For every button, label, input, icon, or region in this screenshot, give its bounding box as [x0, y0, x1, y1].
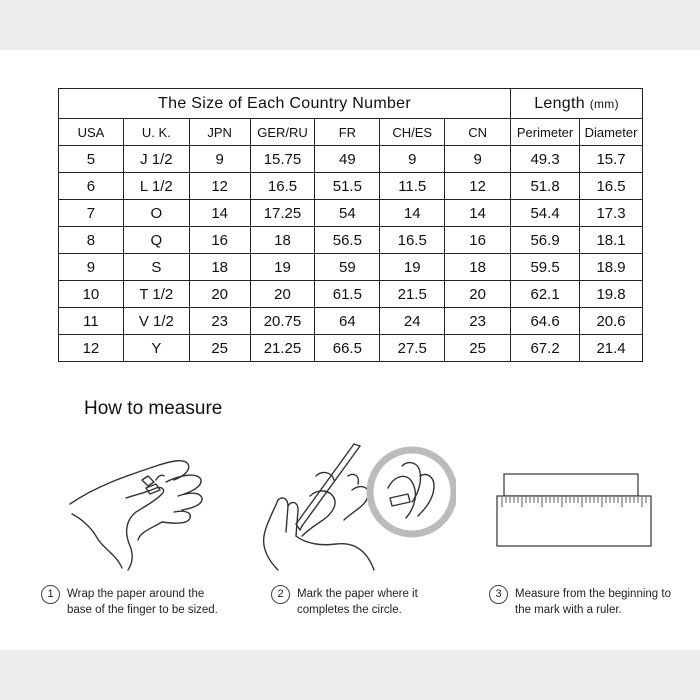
step-number: 3 — [489, 585, 508, 604]
table-cell: V 1/2 — [123, 308, 189, 335]
table-cell: 14 — [445, 200, 511, 227]
table-cell: 11.5 — [380, 173, 445, 200]
table-cell: 56.9 — [511, 227, 580, 254]
table-cell: 19 — [380, 254, 445, 281]
step-3 — [489, 586, 671, 618]
table-cell: 18 — [445, 254, 511, 281]
table-body — [59, 146, 643, 362]
table-cell: 18 — [189, 254, 250, 281]
step-text-line1: Mark the paper where it — [297, 588, 418, 600]
table-cell: 67.2 — [511, 335, 580, 362]
table-cell: 16.5 — [580, 173, 643, 200]
table-cell: 5 — [59, 146, 124, 173]
table-cell: 17.3 — [580, 200, 643, 227]
table-cell: 25 — [445, 335, 511, 362]
how-to-measure-title: How to measure — [84, 398, 223, 419]
column-header: CN — [445, 119, 511, 146]
ruler-illustration — [494, 470, 654, 550]
step-2 — [271, 586, 418, 618]
table-cell: 20 — [445, 281, 511, 308]
table-cell: 25 — [189, 335, 250, 362]
table-cell: 18.1 — [580, 227, 643, 254]
table-cell: 16.5 — [250, 173, 315, 200]
table-cell: 12 — [445, 173, 511, 200]
step-text-line2: completes the circle. — [297, 604, 402, 616]
table-cell: 6 — [59, 173, 124, 200]
table-cell: 21.25 — [250, 335, 315, 362]
step-number: 1 — [41, 585, 60, 604]
ring-size-table — [58, 88, 643, 362]
top-band — [0, 0, 700, 50]
table-cell: 17.25 — [250, 200, 315, 227]
step-text-line1: Measure from the beginning to — [515, 588, 671, 600]
table-cell: 15.75 — [250, 146, 315, 173]
table-cell: 9 — [380, 146, 445, 173]
table-cell: 18 — [250, 227, 315, 254]
table-cell: 49.3 — [511, 146, 580, 173]
table-cell: L 1/2 — [123, 173, 189, 200]
hand-mark-illustration — [256, 436, 456, 576]
hand-wrap-illustration — [66, 436, 216, 576]
table-cell: J 1/2 — [123, 146, 189, 173]
table-cell: Q — [123, 227, 189, 254]
table-row — [59, 254, 643, 281]
column-header: FR — [315, 119, 380, 146]
table-cell: 16.5 — [380, 227, 445, 254]
bottom-band — [0, 650, 700, 700]
column-header: Perimeter — [511, 119, 580, 146]
table-cell: 20.6 — [580, 308, 643, 335]
table-cell: 19.8 — [580, 281, 643, 308]
table-cell: 54 — [315, 200, 380, 227]
table-cell: 18.9 — [580, 254, 643, 281]
table-column-header — [59, 119, 643, 146]
column-header: JPN — [189, 119, 250, 146]
table-cell: 9 — [59, 254, 124, 281]
table-row — [59, 335, 643, 362]
table-group-header — [59, 89, 643, 119]
table-cell: 21.4 — [580, 335, 643, 362]
table-row — [59, 227, 643, 254]
table-cell: 8 — [59, 227, 124, 254]
column-header: CH/ES — [380, 119, 445, 146]
column-header: USA — [59, 119, 124, 146]
country-number-title: The Size of Each Country Number — [59, 89, 511, 119]
table-cell: 27.5 — [380, 335, 445, 362]
table-cell: 14 — [380, 200, 445, 227]
table-cell: 23 — [189, 308, 250, 335]
table-cell: 56.5 — [315, 227, 380, 254]
table-cell: 51.5 — [315, 173, 380, 200]
table-cell: 51.8 — [511, 173, 580, 200]
table-cell: 62.1 — [511, 281, 580, 308]
column-header: GER/RU — [250, 119, 315, 146]
column-header: U. K. — [123, 119, 189, 146]
step-text-line1: Wrap the paper around the — [67, 588, 205, 600]
step-1 — [41, 586, 218, 618]
table-cell: 64.6 — [511, 308, 580, 335]
table-cell: 59.5 — [511, 254, 580, 281]
table-cell: 9 — [445, 146, 511, 173]
table-cell: 11 — [59, 308, 124, 335]
table-cell: 24 — [380, 308, 445, 335]
table-cell: 21.5 — [380, 281, 445, 308]
table-cell: S — [123, 254, 189, 281]
table-cell: 49 — [315, 146, 380, 173]
table-cell: 64 — [315, 308, 380, 335]
table-row — [59, 200, 643, 227]
step-text-line2: the mark with a ruler. — [515, 604, 622, 616]
table-row — [59, 281, 643, 308]
table-cell: 59 — [315, 254, 380, 281]
table-cell: 20.75 — [250, 308, 315, 335]
table-cell: 7 — [59, 200, 124, 227]
table-row — [59, 173, 643, 200]
table-cell: 15.7 — [580, 146, 643, 173]
table-cell: 14 — [189, 200, 250, 227]
table-row — [59, 308, 643, 335]
table-cell: 12 — [59, 335, 124, 362]
step-text-line2: base of the finger to be sized. — [67, 604, 218, 616]
table-cell: 23 — [445, 308, 511, 335]
table-cell: 61.5 — [315, 281, 380, 308]
table-cell: 16 — [189, 227, 250, 254]
table-cell: Y — [123, 335, 189, 362]
table-cell: 54.4 — [511, 200, 580, 227]
table-cell: O — [123, 200, 189, 227]
table-cell: 19 — [250, 254, 315, 281]
step-number: 2 — [271, 585, 290, 604]
length-title: Length (mm) — [511, 89, 643, 119]
table-cell: 16 — [445, 227, 511, 254]
table-cell: 10 — [59, 281, 124, 308]
column-header: Diameter — [580, 119, 643, 146]
table-cell: 9 — [189, 146, 250, 173]
table-cell: T 1/2 — [123, 281, 189, 308]
table-row — [59, 146, 643, 173]
table-cell: 12 — [189, 173, 250, 200]
table-cell: 66.5 — [315, 335, 380, 362]
table-cell: 20 — [250, 281, 315, 308]
table-cell: 20 — [189, 281, 250, 308]
